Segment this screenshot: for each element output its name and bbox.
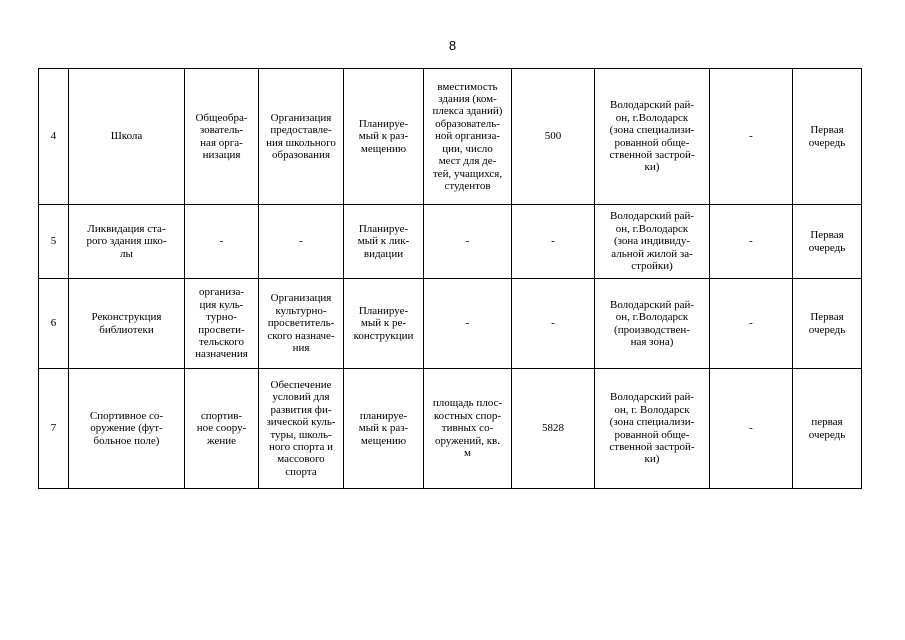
cell-number: 5 <box>39 205 69 279</box>
cell-number: 6 <box>39 279 69 369</box>
cell-value: - <box>512 279 595 369</box>
cell-stage: первая очередь <box>793 369 862 489</box>
cell-location: Володарский рай- он, г. Володарск (зона специализи- рованной обще- ственной застрой- ки) <box>595 369 710 489</box>
cell-stage: Первая очередь <box>793 279 862 369</box>
cell-indicator: - <box>424 279 512 369</box>
cell-value: 500 <box>512 69 595 205</box>
cell-status: Планируе- мый к раз- мещению <box>344 69 424 205</box>
cell-zone: - <box>710 69 793 205</box>
cell-zone: - <box>710 279 793 369</box>
cell-object-kind: спортив- ное соору- жение <box>185 369 259 489</box>
cell-object-name: Ликвидация ста- рого здания шко- лы <box>69 205 185 279</box>
table-row <box>39 369 862 489</box>
cell-value: - <box>512 205 595 279</box>
cell-indicator: вместимость здания (ком- плекса зданий) образователь- ной организа- ции, число мест для де- тей, учащихся, студентов <box>424 69 512 205</box>
cell-indicator: - <box>424 205 512 279</box>
cell-object-name: Спортивное со- оружение (фут- больное поле) <box>69 369 185 489</box>
cell-purpose: - <box>259 205 344 279</box>
cell-purpose: Организация культурно- просветитель- ского назначе- ния <box>259 279 344 369</box>
cell-object-kind: - <box>185 205 259 279</box>
page-number: 8 <box>448 38 457 53</box>
cell-stage: Первая очередь <box>793 205 862 279</box>
cell-object-kind: Общеобра- зователь- ная орга- низация <box>185 69 259 205</box>
cell-number: 4 <box>39 69 69 205</box>
cell-location: Володарский рай- он, г.Володарск (производствен- ная зона) <box>595 279 710 369</box>
table-row <box>39 69 862 205</box>
cell-status: планируе- мый к раз- мещению <box>344 369 424 489</box>
cell-location: Володарский рай- он, г.Володарск (зона индивиду- альной жилой за- стройки) <box>595 205 710 279</box>
cell-stage: Первая очередь <box>793 69 862 205</box>
cell-purpose: Обеспечение условий для развития фи- зической куль- туры, школь- ного спорта и массового спорта <box>259 369 344 489</box>
cell-indicator: площадь плос- костных спор- тивных со- оружений, кв. м <box>424 369 512 489</box>
cell-status: Планируе- мый к ре- конструкции <box>344 279 424 369</box>
cell-zone: - <box>710 205 793 279</box>
cell-purpose: Организация предоставле- ния школьного образования <box>259 69 344 205</box>
objects-table <box>38 68 862 489</box>
cell-object-name: Реконструкция библиотеки <box>69 279 185 369</box>
cell-zone: - <box>710 369 793 489</box>
table-row <box>39 205 862 279</box>
cell-number: 7 <box>39 369 69 489</box>
cell-value: 5828 <box>512 369 595 489</box>
cell-location: Володарский рай- он, г.Володарск (зона специализи- рованной обще- ственной застрой- ки) <box>595 69 710 205</box>
cell-status: Планируе- мый к лик- видации <box>344 205 424 279</box>
cell-object-name: Школа <box>69 69 185 205</box>
table-row <box>39 279 862 369</box>
cell-object-kind: организа- ция куль- турно- просвети- тельского назначения <box>185 279 259 369</box>
